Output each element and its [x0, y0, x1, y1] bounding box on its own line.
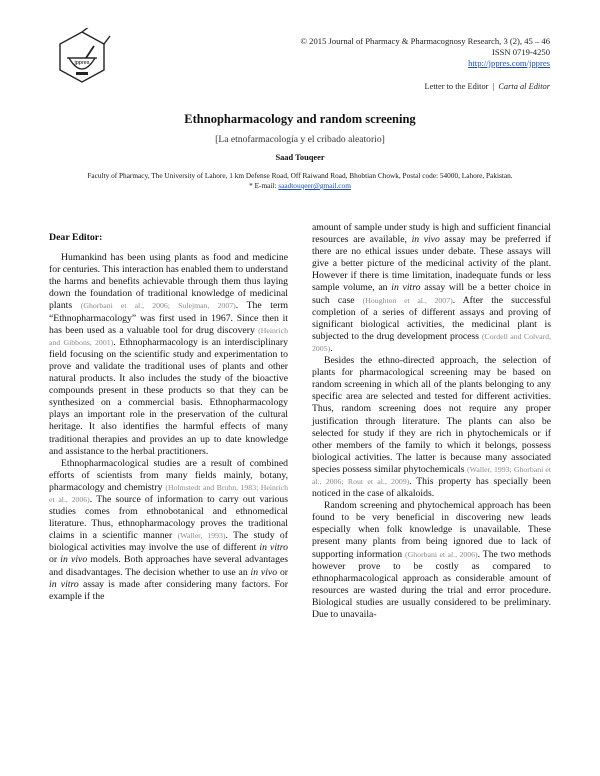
left-paragraph-1: Humankind has been using plants as food and medicine for centuries. This interaction has enabled them to understand the harms and benefits achievable through them thus laying down the foundation of traditional knowledge of medicinal plants (Ghorbani et al., 2006; Sulejman, 2007). The term “Ethnopharmacology” was first used in 1967. Since then it has been used as a valuable tool for drug discovery (Heinrich and Gibbons, 2001). Ethnopharmacology is an interdisciplinary field focusing on the scientific study and experimentation to prove and validate the traditional uses of plants and other natural products. It also includes the study of the bioactive compounds present in these products so that they can be synthesized on a commercial basis. Ethnopharmacology plays an important role in the preservation of the cultural heritage. It also identifies the harmful effects of many traditional therapies and provides an up to date knowledge and assistance to the herbal practitioners. — [49, 252, 289, 457]
citation: (Heinrich and Gibbons, 2001) — [49, 325, 288, 347]
citation: (Waller, 1993; Ghorbani et al., 2006; Rout et al., 2009) — [312, 464, 551, 486]
letter-type-en: Letter to the Editor — [424, 82, 489, 91]
journal-url-link[interactable]: http://jppres.com/jppres — [468, 58, 550, 68]
citation: (Ghorbani et al., 2006) — [404, 549, 478, 559]
right-paragraph-1: amount of sample under study is high and sufficient financial resources are available, in vivo assay may be preferred if there are no ethical issues under debate. These assays will give a better picture of the medicinal activity of the plant. However if there is time limitation, inadequate funds or less sample volume, an in vitro assay will be a better choice in such case (Houghton et al., 2007). After the successful completion of a series of different assays and proving of significant biological activities, the medicinal plant is subjected to the drug development process (Cordell and Colvard, 2005). — [312, 222, 551, 354]
right-paragraph-2: Besides the ethno-directed approach, the selection of plants for pharmacological screening may be based on random screening in which all of the plants belonging to any specific area are selected and tested for different activities. Thus, random screening does not require any proper justification through literature. The plants can also be selected for study if they are rich in phytochemicals or if other members of the family to which it belongs, possess biological activities. The latter is because many associated species possess similar phytochemicals (Waller, 1993; Ghorbani et al., 2006; Rout et al., 2009). This property has specially been noticed in the case of alkaloids. — [312, 355, 551, 500]
letter-type-separator: | — [492, 82, 495, 91]
citation: (Houghton et al., 2007) — [362, 295, 453, 305]
article-subtitle: [La etnofarmacología y el cribado aleatorio] — [215, 134, 385, 145]
citation: (Holmstedt and Bruhn, 1983; Heinrich et al., 2006) — [49, 482, 288, 504]
journal-citation: © 2015 Journal of Pharmacy & Pharmacognosy Research, 3 (2), 45 – 46 — [300, 36, 550, 46]
citation: (Cordell and Colvard, 2005) — [312, 331, 551, 353]
email-label: * E-mail: — [249, 181, 277, 190]
letter-type-es: Carta al Editor — [498, 82, 550, 91]
salutation-heading: Dear Editor: — [49, 232, 103, 243]
right-paragraph-3: Random screening and phytochemical approach has been found to be very beneficial in discovering new leads especially when folk knowledge is unavailable. These present many plants from being ignored due to lack of supporting information (Ghorbani et al., 2006). The two methods however prove to be costly as compared to ethnopharmacological approach as considerable amount of resources are wasted during the trial and error procedure. Biological studies are usually considered to be preliminary. Due to unavaila- — [312, 500, 552, 620]
right-column — [312, 222, 551, 621]
citation: (Waller, 1993) — [177, 531, 226, 541]
issn: ISSN 0719-4250 — [491, 47, 550, 57]
author-affiliation: Faculty of Pharmacy, The University of Lahore, 1 km Defense Road, Off Raiwand Road, Bhobtian Chowk, Postal code: 54000, Lahore, Pakistan. — [87, 171, 513, 180]
email-link[interactable]: saadtouqeer@gmail.com — [278, 181, 351, 190]
left-paragraph-2: Ethnopharmacological studies are a result of combined efforts of scientists from many fields mainly, botany, pharmacology and chemistry (Holmstedt and Bruhn, 1983; Heinrich et al., 2006). The source of information to carry out various studies comes from ethnobotanical and ethnomedical literature. Thus, ethnopharmacology proves the traditional claims in a scientific manner (Waller, 1993). The study of biological activities may involve the use of different in vitro or in vivo models. Both approaches have several advantages and disadvantages. The decision whether to use an in vivo or in vitro assay is made after considering many factors. For example if the — [49, 457, 289, 602]
journal-logo — [52, 28, 112, 100]
article-title: Ethnopharmacology and random screening — [184, 112, 416, 126]
author-name: Saad Touqeer — [275, 153, 325, 162]
email-line — [50, 181, 550, 190]
citation: (Ghorbani et al., 2006; Sulejman, 2007) — [80, 301, 236, 311]
left-column — [49, 232, 288, 603]
journal-info — [301, 36, 551, 69]
letter-type — [425, 82, 551, 91]
logo-text: jppres — [74, 60, 90, 66]
